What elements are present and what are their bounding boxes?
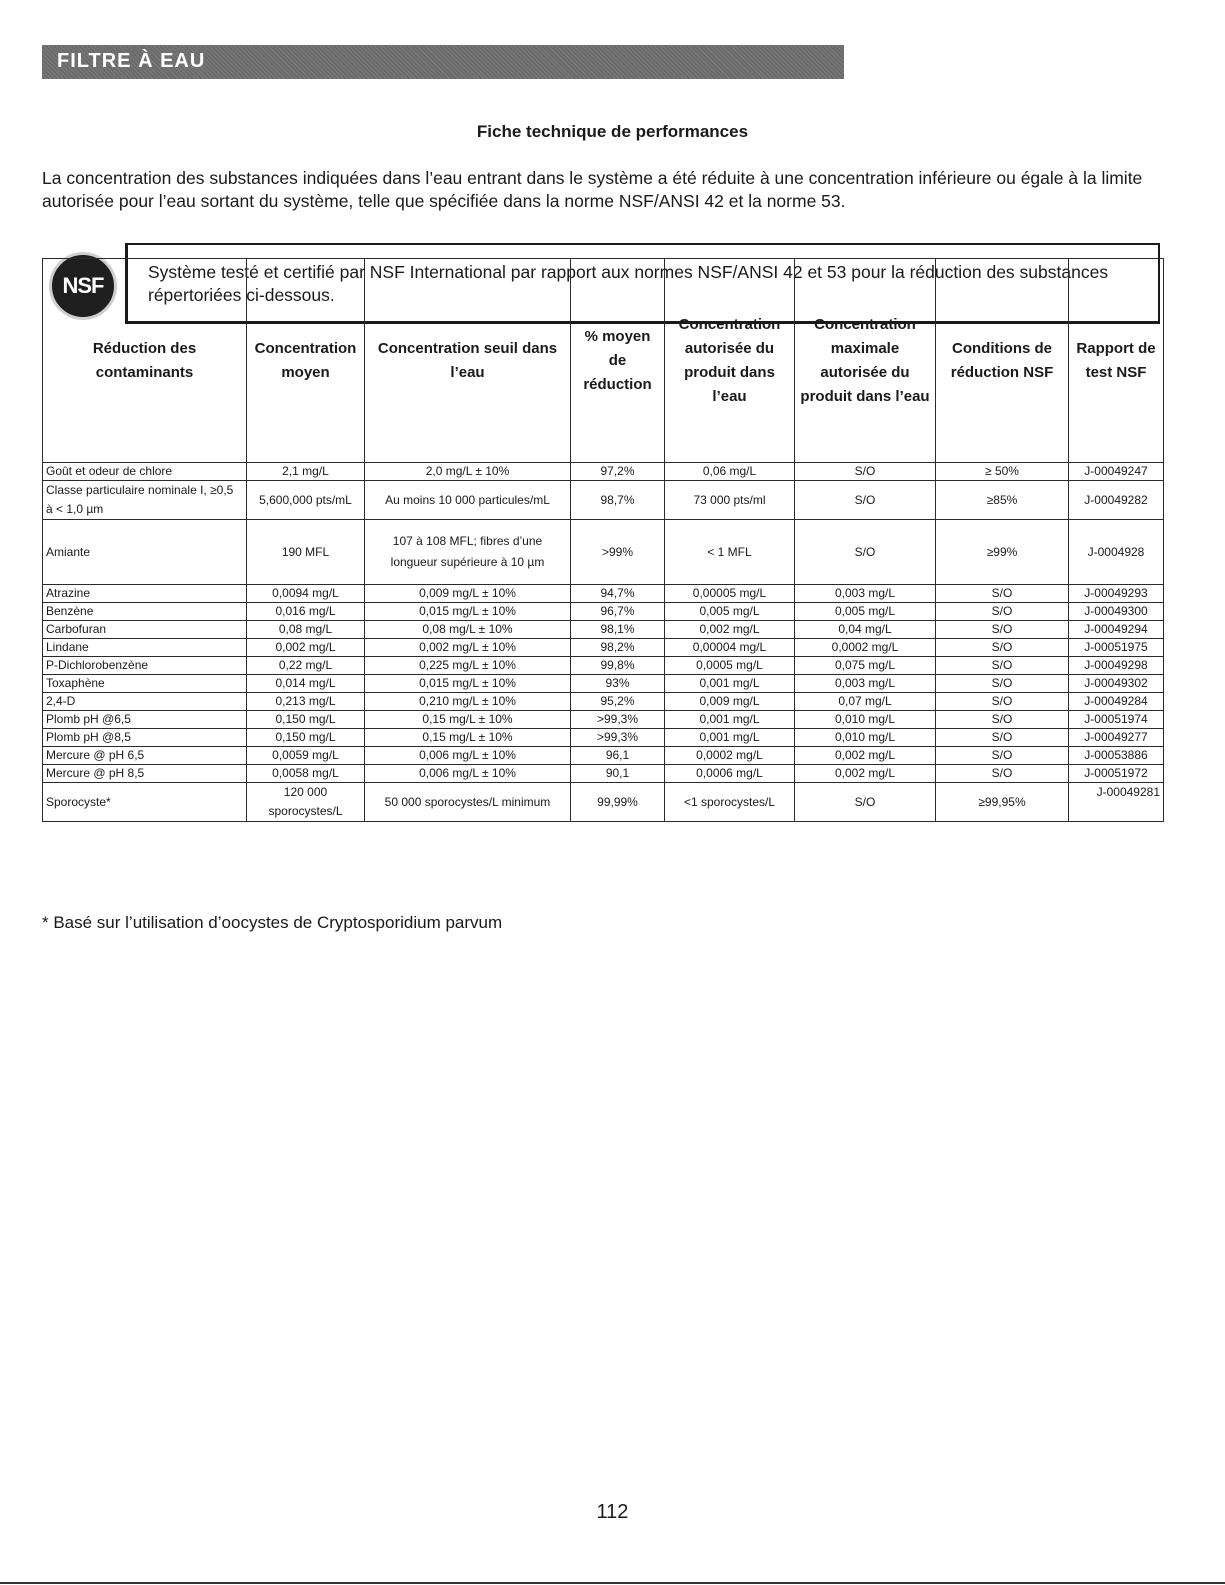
- cell-allowed-concentration: 0,005 mg/L: [665, 603, 795, 621]
- cell-avg-reduction: 98,2%: [571, 639, 665, 657]
- cell-contaminant: Mercure @ pH 8,5: [43, 765, 247, 783]
- table-row: [43, 783, 1164, 822]
- cell-max-allowed-concentration: S/O: [795, 463, 936, 481]
- cell-contaminant: 2,4-D: [43, 693, 247, 711]
- cell-avg-reduction: 99,8%: [571, 657, 665, 675]
- section-banner: [42, 45, 844, 79]
- cell-allowed-concentration: 0,0006 mg/L: [665, 765, 795, 783]
- cell-max-allowed-concentration: 0,07 mg/L: [795, 693, 936, 711]
- cell-allowed-concentration: 0,001 mg/L: [665, 675, 795, 693]
- cell-max-allowed-concentration: 0,010 mg/L: [795, 729, 936, 747]
- cell-avg-reduction: >99%: [571, 520, 665, 585]
- cell-test-report: J-00049284: [1069, 693, 1164, 711]
- cell-test-report: J-00053886: [1069, 747, 1164, 765]
- cell-threshold-concentration: 0,15 mg/L ± 10%: [365, 711, 571, 729]
- cell-allowed-concentration: 0,001 mg/L: [665, 729, 795, 747]
- cell-avg-reduction: 95,2%: [571, 693, 665, 711]
- header-avg-reduction: % moyen de réduction: [571, 259, 665, 463]
- cell-allowed-concentration: 0,0005 mg/L: [665, 657, 795, 675]
- cell-contaminant: Carbofuran: [43, 621, 247, 639]
- cell-avg-reduction: 98,1%: [571, 621, 665, 639]
- cell-max-allowed-concentration: S/O: [795, 783, 936, 822]
- intro-paragraph: La concentration des substances indiquées dans l’eau entrant dans le système a été réduite à une concentration inférieure ou égale à la limite autorisée pour l’eau sortant du système, telle que spécifiée dans la norme NSF/ANSI 42 et la norme 53.: [42, 168, 1143, 211]
- table-header-row: [43, 259, 1164, 463]
- table-row: [43, 657, 1164, 675]
- cell-contaminant: Classe particulaire nominale I, ≥0,5 à < 1,0 µm: [43, 481, 247, 520]
- cell-allowed-concentration: 0,0002 mg/L: [665, 747, 795, 765]
- performance-table: [42, 258, 1164, 822]
- cell-avg-concentration: 0,22 mg/L: [247, 657, 365, 675]
- cell-test-report: J-00051975: [1069, 639, 1164, 657]
- cell-avg-concentration: 0,213 mg/L: [247, 693, 365, 711]
- cell-avg-reduction: 93%: [571, 675, 665, 693]
- cell-reduction-conditions: S/O: [936, 639, 1069, 657]
- cell-avg-reduction: 99,99%: [571, 783, 665, 822]
- cell-avg-concentration: 0,0059 mg/L: [247, 747, 365, 765]
- cell-reduction-conditions: S/O: [936, 621, 1069, 639]
- header-test-report: Rapport de test NSF: [1069, 259, 1164, 463]
- cell-test-report: J-00049277: [1069, 729, 1164, 747]
- header-reduction-conditions: Conditions de réduction NSF: [936, 259, 1069, 463]
- cell-allowed-concentration: 0,002 mg/L: [665, 621, 795, 639]
- cell-test-report: J-00051974: [1069, 711, 1164, 729]
- cell-avg-reduction: 96,7%: [571, 603, 665, 621]
- cell-threshold-concentration: 0,08 mg/L ± 10%: [365, 621, 571, 639]
- cell-contaminant: Amiante: [43, 520, 247, 585]
- table-row: [43, 693, 1164, 711]
- cell-threshold-concentration: 0,225 mg/L ± 10%: [365, 657, 571, 675]
- cell-max-allowed-concentration: S/O: [795, 481, 936, 520]
- cell-max-allowed-concentration: 0,003 mg/L: [795, 675, 936, 693]
- table-body: [43, 463, 1164, 822]
- cell-contaminant: Sporocyste*: [43, 783, 247, 822]
- cell-test-report: J-00049281: [1069, 783, 1164, 822]
- cell-allowed-concentration: 73 000 pts/ml: [665, 481, 795, 520]
- cell-avg-reduction: 97,2%: [571, 463, 665, 481]
- cell-avg-reduction: 96,1: [571, 747, 665, 765]
- cell-avg-concentration: 0,08 mg/L: [247, 621, 365, 639]
- cell-avg-concentration: 0,0058 mg/L: [247, 765, 365, 783]
- table-row: [43, 729, 1164, 747]
- cell-threshold-concentration: 0,210 mg/L ± 10%: [365, 693, 571, 711]
- cell-max-allowed-concentration: 0,005 mg/L: [795, 603, 936, 621]
- cell-reduction-conditions: S/O: [936, 729, 1069, 747]
- cell-max-allowed-concentration: 0,003 mg/L: [795, 585, 936, 603]
- cell-avg-concentration: 190 MFL: [247, 520, 365, 585]
- cell-test-report: J-0004928: [1069, 520, 1164, 585]
- cell-reduction-conditions: ≥85%: [936, 481, 1069, 520]
- table-row: [43, 621, 1164, 639]
- table-row: [43, 747, 1164, 765]
- cell-avg-reduction: 98,7%: [571, 481, 665, 520]
- cell-test-report: J-00049298: [1069, 657, 1164, 675]
- table-row: [43, 765, 1164, 783]
- cell-threshold-concentration: 0,009 mg/L ± 10%: [365, 585, 571, 603]
- cell-allowed-concentration: 0,009 mg/L: [665, 693, 795, 711]
- cell-avg-concentration: 0,014 mg/L: [247, 675, 365, 693]
- cell-reduction-conditions: S/O: [936, 765, 1069, 783]
- cell-threshold-concentration: 0,006 mg/L ± 10%: [365, 765, 571, 783]
- cell-avg-concentration: 0,0094 mg/L: [247, 585, 365, 603]
- cell-avg-reduction: 90,1: [571, 765, 665, 783]
- cell-reduction-conditions: S/O: [936, 603, 1069, 621]
- cell-avg-concentration: 2,1 mg/L: [247, 463, 365, 481]
- cell-allowed-concentration: < 1 MFL: [665, 520, 795, 585]
- cell-avg-concentration: 0,150 mg/L: [247, 711, 365, 729]
- header-max-allowed-concentration: Concentration maximale autorisée du produit dans l’eau: [795, 259, 936, 463]
- cell-threshold-concentration: 0,015 mg/L ± 10%: [365, 603, 571, 621]
- cell-reduction-conditions: ≥99%: [936, 520, 1069, 585]
- cell-max-allowed-concentration: S/O: [795, 520, 936, 585]
- cell-threshold-concentration: 0,015 mg/L ± 10%: [365, 675, 571, 693]
- cell-reduction-conditions: S/O: [936, 693, 1069, 711]
- cell-reduction-conditions: S/O: [936, 711, 1069, 729]
- cell-reduction-conditions: S/O: [936, 657, 1069, 675]
- cell-allowed-concentration: 0,00005 mg/L: [665, 585, 795, 603]
- cell-contaminant: Toxaphène: [43, 675, 247, 693]
- cell-contaminant: Plomb pH @8,5: [43, 729, 247, 747]
- cell-test-report: J-00049302: [1069, 675, 1164, 693]
- cell-max-allowed-concentration: 0,04 mg/L: [795, 621, 936, 639]
- cell-test-report: J-00049247: [1069, 463, 1164, 481]
- cell-reduction-conditions: S/O: [936, 675, 1069, 693]
- cell-test-report: J-00049282: [1069, 481, 1164, 520]
- cell-contaminant: Benzène: [43, 603, 247, 621]
- cell-avg-reduction: >99,3%: [571, 711, 665, 729]
- cell-threshold-concentration: Au moins 10 000 particules/mL: [365, 481, 571, 520]
- cell-reduction-conditions: ≥ 50%: [936, 463, 1069, 481]
- table-row: [43, 585, 1164, 603]
- cell-max-allowed-concentration: 0,0002 mg/L: [795, 639, 936, 657]
- table-row: [43, 481, 1164, 520]
- cell-threshold-concentration: 0,006 mg/L ± 10%: [365, 747, 571, 765]
- cell-contaminant: Atrazine: [43, 585, 247, 603]
- cell-avg-reduction: >99,3%: [571, 729, 665, 747]
- cell-max-allowed-concentration: 0,002 mg/L: [795, 765, 936, 783]
- bottom-rule: [0, 1582, 1225, 1584]
- cell-test-report: J-00049294: [1069, 621, 1164, 639]
- cell-avg-concentration: 0,150 mg/L: [247, 729, 365, 747]
- banner-title: FILTRE À EAU: [57, 50, 206, 72]
- cell-threshold-concentration: 107 à 108 MFL; fibres d’une longueur supérieure à 10 µm: [365, 520, 571, 585]
- cell-threshold-concentration: 0,002 mg/L ± 10%: [365, 639, 571, 657]
- cell-reduction-conditions: ≥99,95%: [936, 783, 1069, 822]
- certification-box: Système testé et certifié par NSF International par rapport aux normes NSF/ANSI 42 et 53 pour la réduction des substances répertoriées ci-dessous.: [125, 243, 1160, 324]
- page-number: 112: [596, 1501, 629, 1523]
- cell-contaminant: Goût et odeur de chlore: [43, 463, 247, 481]
- page-title: Fiche technique de performances: [476, 122, 749, 141]
- cell-contaminant: Plomb pH @6,5: [43, 711, 247, 729]
- table-row: [43, 711, 1164, 729]
- header-threshold-concentration: Concentration seuil dans l’eau: [365, 259, 571, 463]
- cell-contaminant: P-Dichlorobenzène: [43, 657, 247, 675]
- table-row: [43, 639, 1164, 657]
- cell-avg-reduction: 94,7%: [571, 585, 665, 603]
- table-row: [43, 603, 1164, 621]
- cell-contaminant: Lindane: [43, 639, 247, 657]
- cell-allowed-concentration: 0,06 mg/L: [665, 463, 795, 481]
- cell-test-report: J-00051972: [1069, 765, 1164, 783]
- cell-allowed-concentration: 0,00004 mg/L: [665, 639, 795, 657]
- cell-avg-concentration: 120 000 sporocystes/L: [247, 783, 365, 822]
- cell-avg-concentration: 0,002 mg/L: [247, 639, 365, 657]
- header-contaminant: Réduction des contaminants: [43, 259, 247, 463]
- cell-test-report: J-00049293: [1069, 585, 1164, 603]
- cell-avg-concentration: 5,600,000 pts/mL: [247, 481, 365, 520]
- header-allowed-concentration: Concentration autorisée du produit dans l’eau: [665, 259, 795, 463]
- table-row: [43, 463, 1164, 481]
- cell-avg-concentration: 0,016 mg/L: [247, 603, 365, 621]
- cell-max-allowed-concentration: 0,010 mg/L: [795, 711, 936, 729]
- cell-allowed-concentration: 0,001 mg/L: [665, 711, 795, 729]
- footnote: * Basé sur l’utilisation d’oocystes de Cryptosporidium parvum: [42, 913, 503, 932]
- table-row: [43, 675, 1164, 693]
- cell-reduction-conditions: S/O: [936, 747, 1069, 765]
- cell-threshold-concentration: 2,0 mg/L ± 10%: [365, 463, 571, 481]
- nsf-logo-text: NSF: [62, 273, 104, 298]
- cell-max-allowed-concentration: 0,075 mg/L: [795, 657, 936, 675]
- header-avg-concentration: Concentration moyen: [247, 259, 365, 463]
- cell-reduction-conditions: S/O: [936, 585, 1069, 603]
- cell-threshold-concentration: 50 000 sporocystes/L minimum: [365, 783, 571, 822]
- cell-test-report: J-00049300: [1069, 603, 1164, 621]
- cell-max-allowed-concentration: 0,002 mg/L: [795, 747, 936, 765]
- table-row: [43, 520, 1164, 585]
- cell-contaminant: Mercure @ pH 6,5: [43, 747, 247, 765]
- cell-threshold-concentration: 0,15 mg/L ± 10%: [365, 729, 571, 747]
- cell-allowed-concentration: <1 sporocystes/L: [665, 783, 795, 822]
